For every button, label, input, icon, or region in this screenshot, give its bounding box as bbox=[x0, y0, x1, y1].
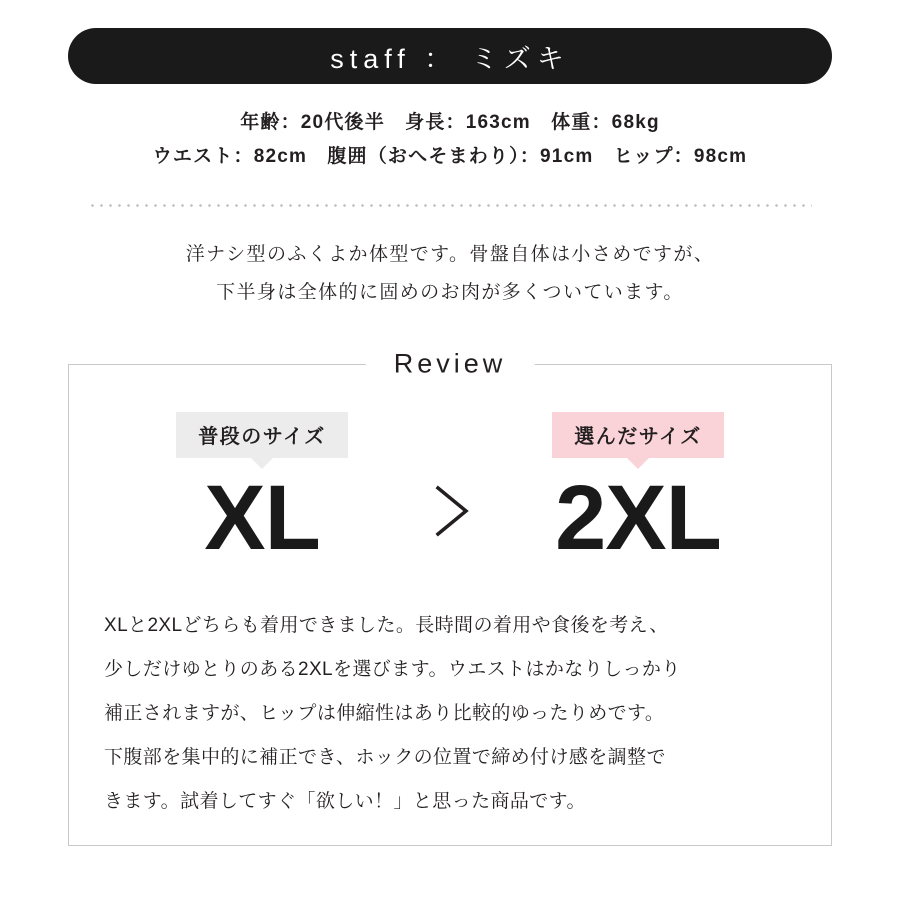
usual-size-block bbox=[112, 412, 412, 569]
staff-profile bbox=[0, 106, 900, 174]
review-text-line: XLと2XLどちらも着用できました。長時間の着用や食後を考え、 bbox=[104, 615, 669, 636]
staff-header-pill bbox=[68, 28, 832, 84]
profile-line-measurements: ウエスト：82cm 腹囲（おへそまわり）：91cm ヒップ：98cm bbox=[152, 146, 748, 167]
chosen-size-tag: 選んだサイズ bbox=[552, 412, 723, 458]
body-desc-line-2: 下半身は全体的に固めのお肉が多くついています。 bbox=[216, 282, 684, 303]
chevron-right-icon bbox=[430, 482, 474, 540]
body-desc-line-1: 洋ナシ型のふくよか体型です。骨盤自体は小さめですが、 bbox=[185, 244, 715, 265]
review-text-line: きます。試着してすぐ「欲しい！」と思った商品です。 bbox=[104, 791, 586, 812]
usual-size-value: XL bbox=[204, 467, 320, 569]
profile-line-basic: 年齢：20代後半 身長：163cm 体重：68kg bbox=[240, 112, 660, 133]
review-text-line: 補正されますが、ヒップは伸縮性はあり比較的ゆったりめです。 bbox=[104, 703, 665, 724]
review-title: Review bbox=[366, 349, 535, 380]
review-text bbox=[104, 604, 804, 824]
body-shape-description bbox=[0, 236, 900, 312]
staff-name-label: staff ： ミズキ bbox=[330, 43, 570, 74]
chosen-size-block bbox=[488, 412, 788, 569]
review-text-line: 下腹部を集中的に補正でき、ホックの位置で締め付け感を調整で bbox=[104, 747, 666, 768]
usual-size-tag: 普段のサイズ bbox=[176, 412, 347, 458]
chosen-size-value: 2XL bbox=[555, 467, 721, 569]
dotted-divider bbox=[88, 204, 812, 207]
review-text-line: 少しだけゆとりのある2XLを選びます。ウエストはかなりしっかり bbox=[104, 659, 681, 680]
